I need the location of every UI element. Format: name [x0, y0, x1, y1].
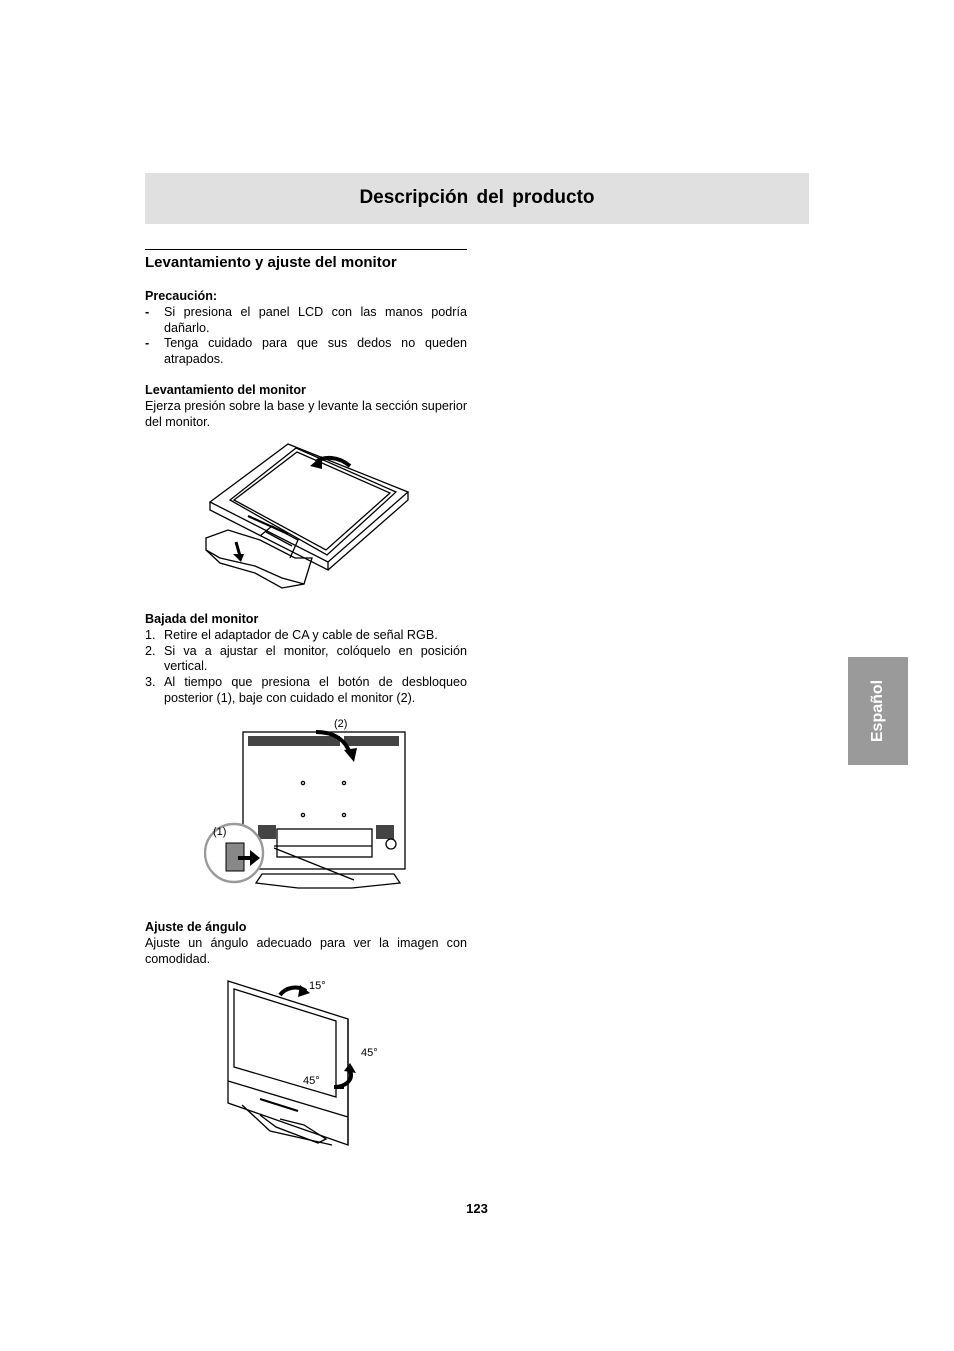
caution-item-text: Tenga cuidado para que sus dedos no queden atrapados.: [164, 336, 467, 367]
list-item: [145, 644, 467, 676]
figure-label: 45°: [303, 1075, 320, 1087]
step-number: 1.: [145, 627, 156, 642]
bullet: -: [145, 304, 150, 319]
angle-text: Ajuste un ángulo adecuado para ver la imagen con comodidad.: [145, 935, 467, 966]
step-text: Si va a ajustar el monitor, colóquelo en posición vertical.: [164, 643, 467, 674]
language-tab-label: Español: [869, 679, 886, 743]
lifting-block: [145, 383, 467, 430]
step-number: 3.: [145, 675, 156, 690]
list-item: [145, 628, 467, 644]
section-rule: [145, 249, 467, 250]
lifting-heading: Levantamiento del monitor: [145, 383, 306, 397]
lowering-heading: Bajada del monitor: [145, 612, 259, 626]
header-band: [145, 173, 809, 224]
step-text: Al tiempo que presiona el botón de desbloqueo posterior (1), baje con cuidado el monitor (2).: [164, 675, 467, 705]
section-title: Levantamiento y ajuste del monitor: [145, 254, 397, 271]
lowering-illustration: [204, 718, 414, 890]
figure-label: (2): [334, 718, 348, 730]
step-text: Retire el adaptador de CA y cable de señal RGB.: [164, 627, 438, 642]
caution-item: [145, 336, 467, 368]
caution-item: [145, 305, 467, 337]
caution-block: [145, 289, 467, 368]
caution-heading: Precaución:: [145, 289, 218, 303]
page-title: Descripción del producto: [359, 187, 595, 208]
angle-illustration: [222, 975, 372, 1150]
angle-block: [145, 920, 467, 967]
bullet: -: [145, 336, 150, 351]
figure-label: 15°: [309, 980, 326, 992]
page-number: 123: [466, 1201, 488, 1216]
step-number: 2.: [145, 643, 156, 658]
lowering-block: [145, 612, 467, 707]
lifting-illustration: [200, 438, 415, 593]
angle-heading: Ajuste de ángulo: [145, 920, 247, 934]
figure-label: 45°: [361, 1047, 378, 1059]
figure-label: (1): [213, 826, 227, 838]
list-item: [145, 675, 467, 707]
language-tab: [848, 657, 908, 765]
lifting-text: Ejerza presión sobre la base y levante la sección superior del monitor.: [145, 398, 468, 429]
caution-item-text: Si presiona el panel LCD con las manos podría dañarlo.: [164, 304, 467, 335]
